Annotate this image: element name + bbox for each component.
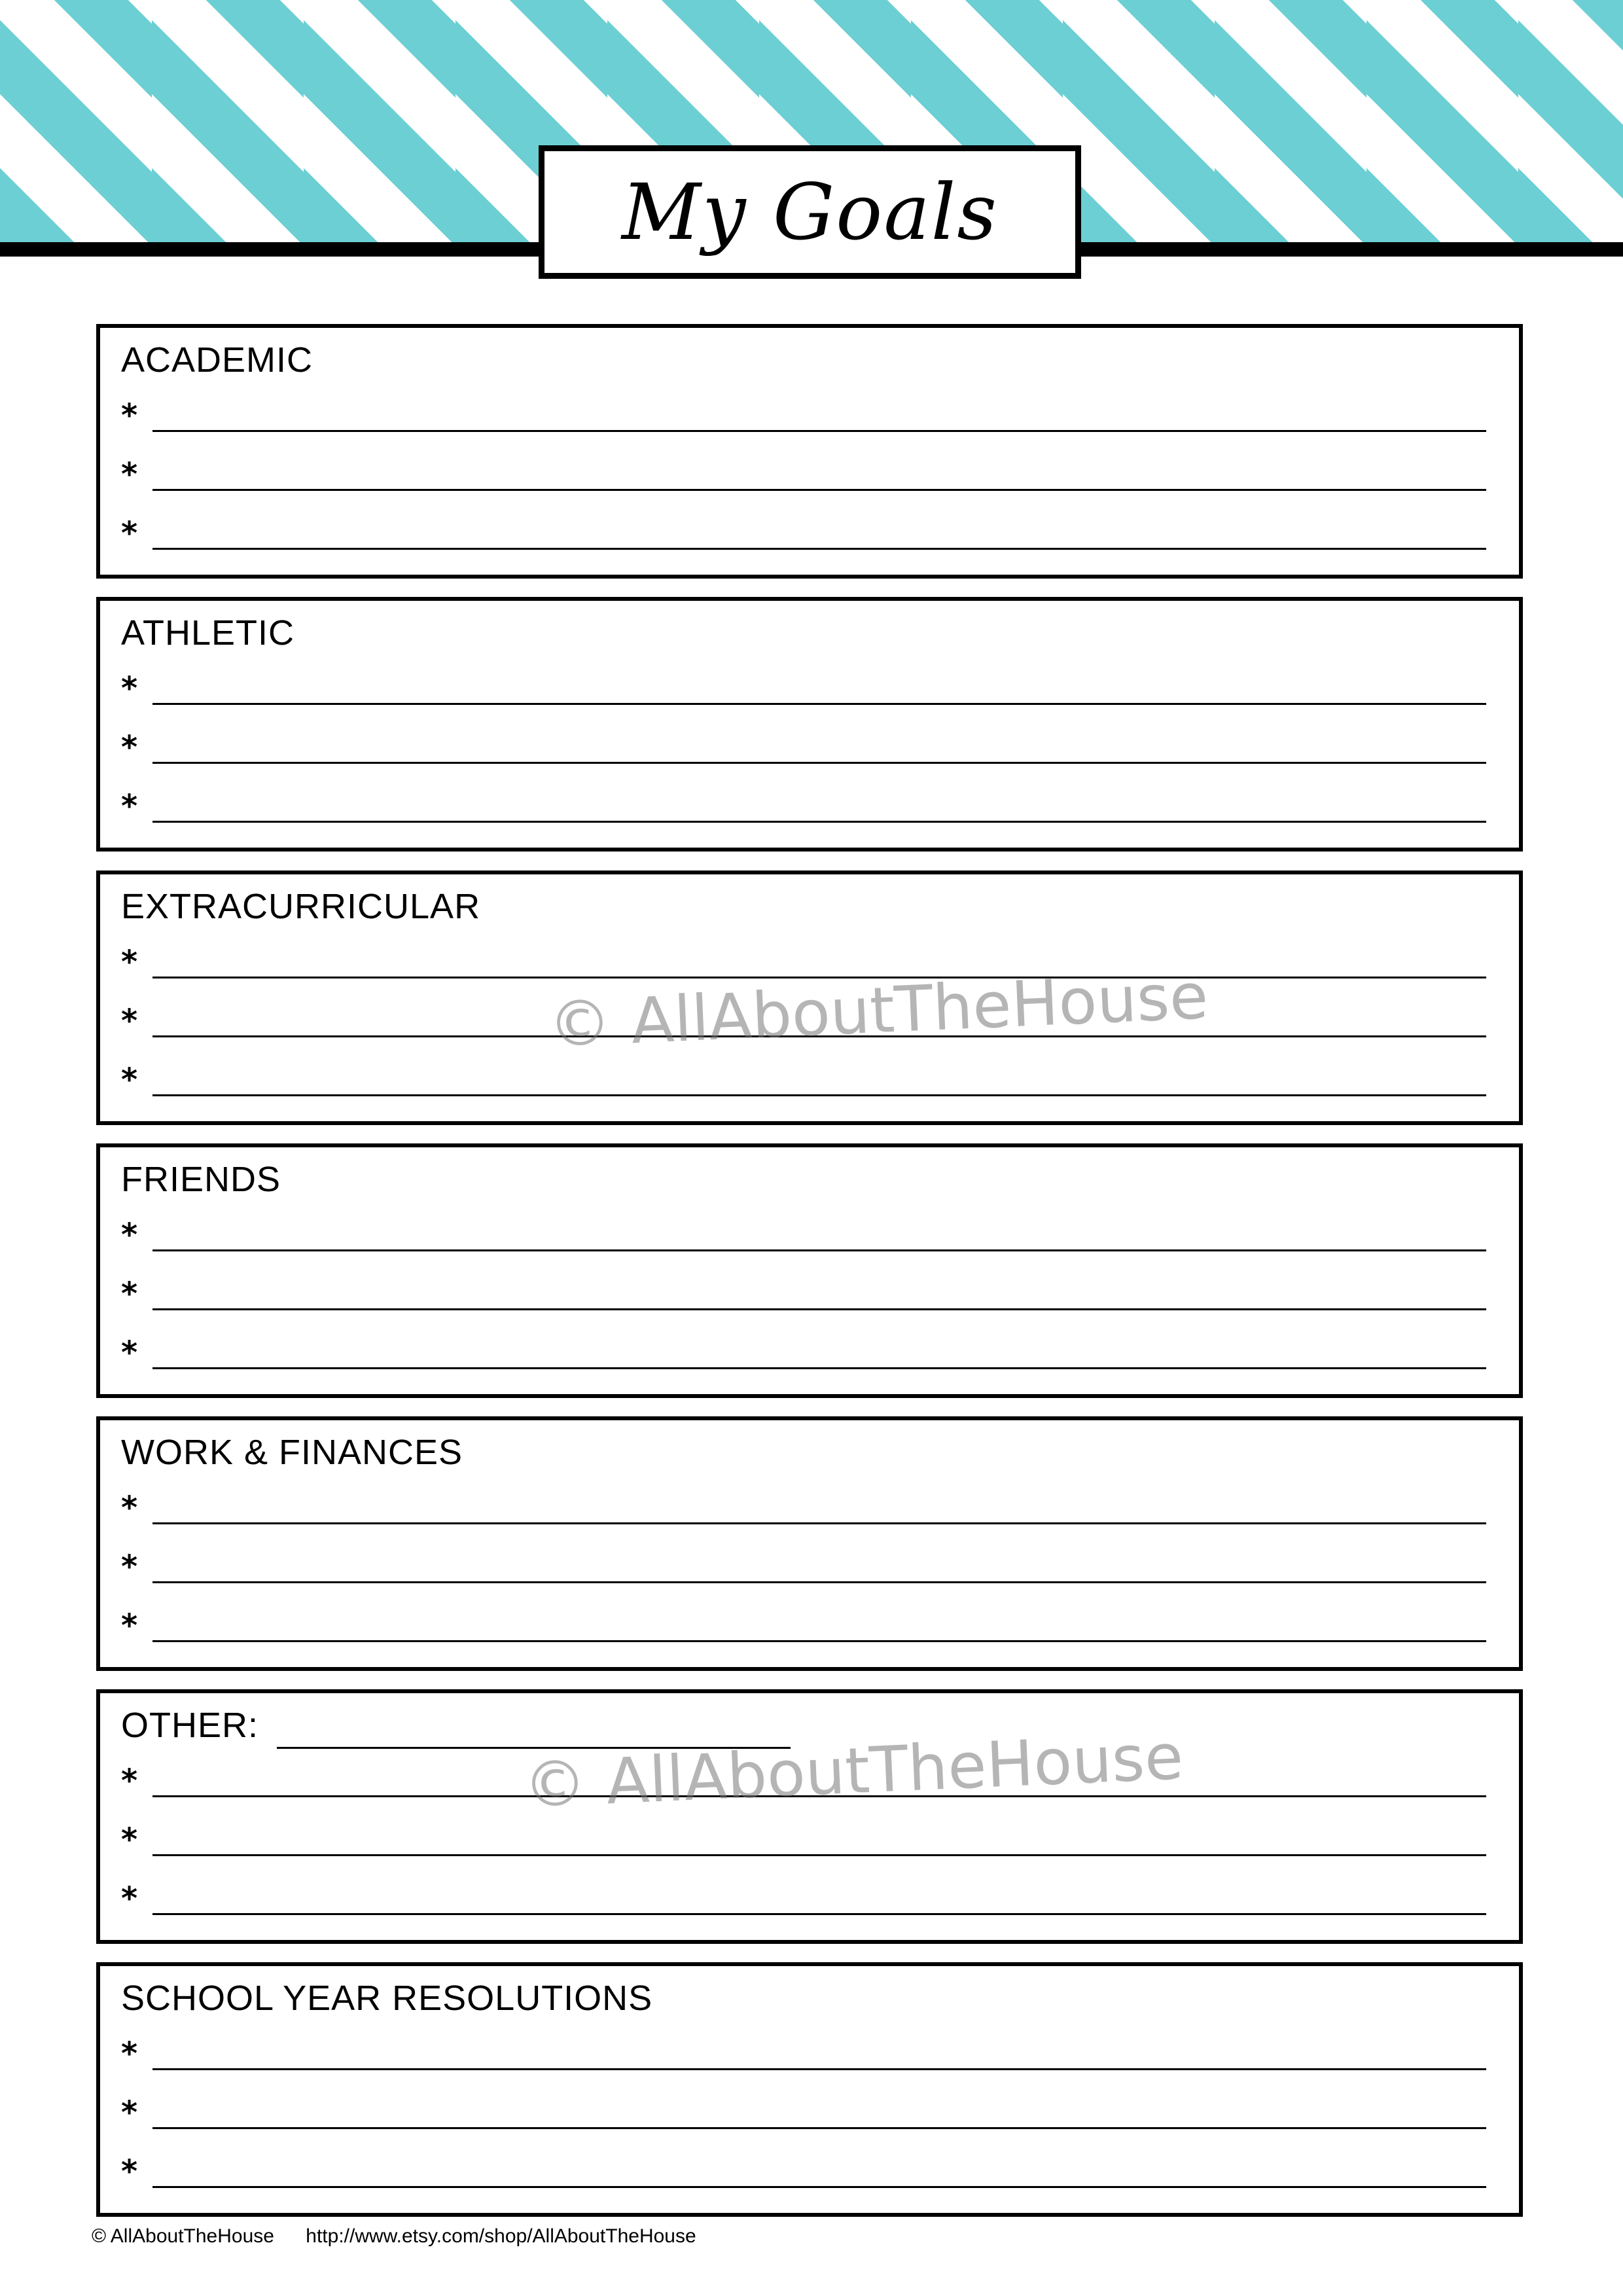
write-in-line[interactable]: [152, 2186, 1486, 2188]
asterisk-bullet: *: [121, 729, 138, 766]
write-in-line[interactable]: [152, 1249, 1486, 1251]
goal-line[interactable]: [100, 2094, 1519, 2136]
goal-line[interactable]: [100, 1607, 1519, 1649]
section-title: OTHER:: [121, 1706, 259, 1745]
asterisk-bullet: *: [121, 1062, 138, 1098]
write-in-line[interactable]: [152, 430, 1486, 432]
write-in-line[interactable]: [152, 2068, 1486, 2070]
asterisk-bullet: *: [121, 2036, 138, 2072]
asterisk-bullet: *: [121, 1821, 138, 1858]
section-title: EXTRACURRICULAR: [121, 887, 481, 926]
section-title: ATHLETIC: [121, 613, 295, 653]
section-title: FRIENDS: [121, 1160, 281, 1199]
asterisk-bullet: *: [121, 1549, 138, 1585]
goal-section: [96, 597, 1523, 852]
asterisk-bullet: *: [121, 2094, 138, 2131]
goal-section: [96, 1962, 1523, 2217]
goal-line[interactable]: [100, 1064, 1519, 1103]
write-in-line[interactable]: [152, 1522, 1486, 1524]
goal-section: [96, 324, 1523, 579]
footer-url[interactable]: http://www.etsy.com/shop/AllAboutTheHouse: [306, 2225, 696, 2247]
goal-line[interactable]: [100, 1278, 1519, 1318]
write-in-line[interactable]: [152, 703, 1486, 705]
asterisk-bullet: *: [121, 1607, 138, 1644]
write-in-line[interactable]: [152, 1854, 1486, 1856]
asterisk-bullet: *: [121, 1217, 138, 1253]
goal-line[interactable]: [100, 1821, 1519, 1863]
asterisk-bullet: *: [121, 456, 138, 493]
write-in-line[interactable]: [152, 489, 1486, 491]
write-in-line[interactable]: [152, 1640, 1486, 1642]
goal-line[interactable]: [100, 1219, 1519, 1259]
goal-line[interactable]: [100, 670, 1519, 712]
watermark: © AllAboutTheHouse: [522, 1720, 1185, 1822]
section-title: ACADEMIC: [121, 340, 313, 380]
asterisk-bullet: *: [121, 1763, 138, 1799]
write-in-line[interactable]: [152, 1367, 1486, 1369]
goal-line[interactable]: [100, 2038, 1519, 2077]
section-title: WORK & FINANCES: [121, 1433, 463, 1472]
write-in-line[interactable]: [152, 548, 1486, 550]
goal-line[interactable]: [100, 1551, 1519, 1590]
footer-copyright: © AllAboutTheHouse: [92, 2225, 274, 2247]
goal-line[interactable]: [100, 729, 1519, 771]
asterisk-bullet: *: [121, 1276, 138, 1312]
goal-section: [96, 1143, 1523, 1398]
goal-line[interactable]: [100, 1492, 1519, 1532]
footer: [92, 2225, 722, 2248]
write-in-line[interactable]: [152, 1308, 1486, 1310]
asterisk-bullet: *: [121, 1490, 138, 1526]
write-in-line[interactable]: [152, 821, 1486, 823]
asterisk-bullet: *: [121, 1003, 138, 1039]
goal-section: [96, 1416, 1523, 1671]
page-title: My Goals: [622, 167, 998, 257]
goal-section: [96, 1689, 1523, 1944]
goal-line[interactable]: [100, 456, 1519, 498]
write-in-line[interactable]: [152, 2127, 1486, 2129]
write-in-line[interactable]: [152, 1913, 1486, 1915]
asterisk-bullet: *: [121, 1335, 138, 1371]
write-in-line[interactable]: [152, 1581, 1486, 1583]
goal-line[interactable]: [100, 1880, 1519, 1922]
section-title: SCHOOL YEAR RESOLUTIONS: [121, 1979, 653, 2018]
write-in-line[interactable]: [152, 1094, 1486, 1096]
watermark: © AllAboutTheHouse: [546, 960, 1210, 1062]
goal-line[interactable]: [100, 515, 1519, 557]
goal-line[interactable]: [100, 788, 1519, 830]
asterisk-bullet: *: [121, 670, 138, 707]
goal-line[interactable]: [100, 2153, 1519, 2195]
asterisk-bullet: *: [121, 2153, 138, 2190]
asterisk-bullet: *: [121, 515, 138, 552]
asterisk-bullet: *: [121, 1880, 138, 1917]
write-in-line[interactable]: [152, 762, 1486, 764]
title-box: [539, 145, 1081, 279]
asterisk-bullet: *: [121, 788, 138, 825]
goal-line[interactable]: [100, 1337, 1519, 1376]
asterisk-bullet: *: [121, 944, 138, 980]
goal-line[interactable]: [100, 397, 1519, 439]
asterisk-bullet: *: [121, 397, 138, 434]
